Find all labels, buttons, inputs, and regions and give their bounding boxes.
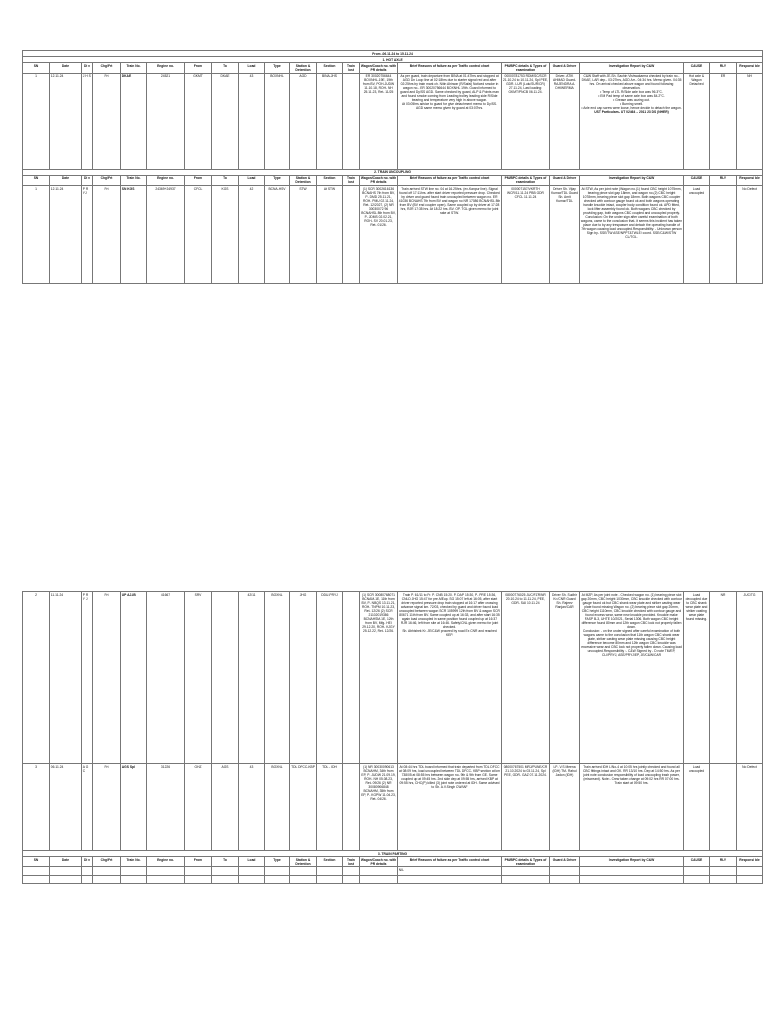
header-type: Type [265, 857, 290, 867]
header-date: Date [50, 857, 82, 867]
header-investigation: Investigation Report by C&W [580, 63, 684, 73]
header-resp: Responsi ble [737, 175, 763, 185]
cell-wagon: (1) NR 30030090613 BCNAHM, 34th from EP, P- JUDW 21.09.19, ROH- NH 05.08.23, Ret- 09/26 (2) NR 30080906848 BCNAHM, 35th from EP, P- KGPW 11.04.23, Ret- 04/26. [360, 764, 398, 851]
header-chg: Chg/Frt [93, 857, 121, 867]
header-section: Section [317, 175, 343, 185]
cell-pm: 00000781753 RDM/SC/SCR 21.10.24 to 10.11.24, Spl PEE, GDR- LUR (Lulu/SUR/CR) 27.11.24, Last loading: GKMT/PNCB 06.11.24. [502, 73, 550, 169]
table-header-row [23, 175, 763, 185]
cell-to: AGS [212, 764, 239, 851]
section-hot-axle: 1. HOT AXLE [23, 57, 763, 63]
header-section: Section [317, 857, 343, 867]
header-chg: Chg/Frt [93, 175, 121, 185]
cell-pm: 08000767501 MRJ/PUNE/CR 21.10.2024 to 03.11.24, Spl PEE, GDR- GAZ 07.11.2024. [502, 764, 550, 851]
cell-cause: Load decoupled due to CBC shank wear plate and striker casting wear plate found missing. [684, 592, 710, 764]
cell-engine: 24521 [147, 73, 185, 169]
cell-rly: ER [710, 73, 737, 169]
header-cause: CAUSE [684, 63, 710, 73]
header-div: Di v [82, 857, 93, 867]
header-cause: CAUSE [684, 857, 710, 867]
cell-station: STW [290, 186, 317, 284]
header-guard: Guard & Driver [550, 63, 580, 73]
cell-to [212, 592, 239, 764]
header-train-lost: Train lost [343, 63, 360, 73]
cell-resp: JUC/TG [737, 592, 763, 764]
header-load: Load [239, 175, 265, 185]
header-reason: Brief Reasons of failure as per Traffic control chart [398, 175, 502, 185]
header-type: Type [265, 175, 290, 185]
cell-reason: As per guard, train departure from BINA at 01:47hrs and stopped at AGD Dn Loop line at 02:18hrs due to starter signal red and after 02:25hrs by train mark ch. Nitin Ahirwar (R/Safai) Noticed smoke in wagon no.- ER 30020756644 BOXNHL 19th. Guard informed to guard and Dy/SS AGD. Same checked by guard, ALP & Points man and found smoke coming from Leading trolley leading side R/Side bearing and temperature very high in above wagon. At 03:05hrs advice to guard for give detachment memo to Dy/SS. AGD same memo given by guard at 03:07hrs. [398, 73, 502, 169]
header-from: From [185, 63, 212, 73]
section-train-uncoupling: 2. TRAIN UNCOUPLING [23, 169, 763, 175]
report-period: From -06.11.24 to 15.11.24 [23, 51, 763, 57]
cell-div: J H S [82, 73, 93, 169]
header-from: From [185, 857, 212, 867]
cell-cause: Load uncoupled [684, 186, 710, 284]
header-load: Load [239, 857, 265, 867]
cell-guard: Driver Sh. Vijay Kumar/TDL Guard Sh. Amit Kumar/TDL [550, 186, 580, 284]
header-type: Type [265, 63, 290, 73]
cell-type: BCNA-HSV [265, 186, 290, 284]
cell-train: DKAE [121, 73, 147, 169]
header-engine: Engine no. [147, 63, 185, 73]
cell-reason: Train P. 61/11 to Fr. P. CNB 15:20. P. DAP 15:30, P- PRE 15:36, CNLD JHG 15:47 for pre-MEup. SG 15:07 left at 16:05, after start driver reported pressure drop train stopped at 16:17 after crossing advance signal km. 72/03, checked by guard and driver found load uncoupled between wagon SCR 105999 12th from BV & wagon SCR 80671 11th from BV. Same coupled up at 16:33, and after start 16:35 again load uncoupled in same position found coupled up at 16:37 RJR 16:46, left from site at 16:46. Safety/CNL given memo for joint checked. Sh. Abhishek Kr. JE/C&W proceed by road Ex CNR and reached KEP. [398, 592, 502, 764]
cell-cause: Load uncoupled [684, 764, 710, 851]
cell-engine: 24369+24937 [147, 186, 185, 284]
cell-guard: Driver Sh. Sudhir Kr./CNR Guard Sh. Rajeev Ranjan/CAR [550, 592, 580, 764]
cell-div: A G C [82, 764, 93, 851]
header-date: Date [50, 63, 82, 73]
header-wagon: Wagon/Coach no. with PR details [360, 857, 397, 866]
header-wagon: Wagon/Coach no. with PR details [360, 64, 397, 73]
cell-investigation [580, 73, 684, 169]
cell-investigation: At STW, As per joint note (Wagon no.(1) found CBC height 1075mm, bearing piece slot gap 18mm, and wagon no.(2) CBC height 1078mm, bearing piece slot gap 18mm. Both wagons CBC coupler checked with contour gauge found ok and both wagons operating handle knuckle intact, coupler body condition found ok. APD fitted, lock lifter assembly found ok. Both wagons CBC checked by providing gap, both wagons CBC coupled and uncoupled properly. Conclusion: On the under sign after careful examination of both wagons, came to the conclusion that- it seems this incident has taken place due to by any trespasser and detach the operating handle of 7th wagon causing load uncoupled.Responsibility: - Unknown person Sign by- SSE/TW ASE/NPPT&TWLE/ coord. SSE/C&W/STW CL/TGL. [580, 186, 684, 284]
header-pm: PM/BPC details & Types of examination [502, 175, 550, 185]
cell-train: AGS Spl [121, 764, 147, 851]
cell-date: 12.11.24 [50, 186, 82, 284]
cell-load: 42/11 [239, 592, 265, 764]
header-station: Station & Detention [290, 63, 317, 73]
table-header-row [23, 857, 763, 867]
cell-engine: 41667 [147, 592, 185, 764]
cell-guard: Driver- ATIK AHMAD Guard- RAJENDRA A. DHIWERMA [550, 73, 580, 169]
cell-investigation: At MZP, As per joint note - Checked wagon no. (1) bearing piece slot gap 20mm, CBC height 1030mm, CBC knuckle checked with contour gauge found ok but CBC shank wear plate and striker casting wear plate found missing Wagon no. (2) bearing piece slot gap 20mm, CBC height 1110mm, CBC knuckle checked with contour gauge and found excess wear, same new knuckle provided. Knuckle make FASP B-3, UHTE 10/2021, Serial 1306. Both wagon CBC height difference found 80mm and 12th wagon CBC lock not properly fallen down. Conclusion: - on the under signed after careful examination of both wagons came to the conclusion that 11th wagon CBC shank wear plate, striker casting wear plate missing causing CBC height difference become 80mm and 12th wagon CBC knuckle was excessive wear and CBC lock not properly fallen down. Causing load uncoupled.Responsibility :- C&W Signed by - D note TM/EP, CLI/PRYJ, ASE/PRYJ/EP, JE/C&W/CAR [580, 592, 684, 764]
header-reason: Brief Reasons of failure as per Traffic control chart [398, 63, 502, 73]
header-train-lost: Train lost [343, 857, 360, 867]
cell-nil: NIL [398, 867, 502, 875]
header-to: To [212, 175, 239, 185]
cell-resp: No Defect [737, 186, 763, 284]
cell-reason: At 08:44 hrs TDL board informed that train departed from TDL DFCC at 08:09 hrs, load uncoupled between TDL DFCC- KBP section at km 738/05 at 08:55 hrs between wagon no- 9th & 9th from GE. Same coupled up at 09:45 hrs. 2nd side dep at 09:55 hrs, arrived KBP at 09:55 hrs, CHC(P) killed (3) joint note ordered at IDH. Same advised to Sh. A.V.Singh CW/IAF [398, 764, 502, 851]
cell-date: 12.11.24 [50, 73, 82, 169]
cell-load: 43 [239, 764, 265, 851]
header-rly: RLY [710, 175, 737, 185]
cell-resp: No Defect [737, 764, 763, 851]
header-station: Station & Detention [290, 175, 317, 185]
header-resp: Responsi ble [737, 857, 763, 867]
cell-date: 11.11.24 [50, 592, 82, 764]
header-engine: Engine no. [147, 857, 185, 867]
cell-rly [710, 186, 737, 284]
cell-from: GHZ [185, 764, 212, 851]
cell-load: 43 [239, 73, 265, 169]
header-date: Date [50, 175, 82, 185]
table-row [23, 875, 763, 883]
cell-section: TDL - IDH [317, 764, 343, 851]
report-table-bottom [22, 591, 763, 884]
header-sn: SN [23, 175, 50, 185]
cell-type: BOXNL [265, 764, 290, 851]
cell-sn: 1 [23, 73, 50, 169]
table-row [23, 592, 763, 764]
cell-station: TDL DFCC-KBP [290, 764, 317, 851]
header-guard: Guard & Driver [550, 857, 580, 867]
header-train-lost: Train lost [343, 175, 360, 185]
header-train: Train No. [121, 63, 147, 73]
table-row [23, 186, 763, 284]
cell-div: P R Y J [82, 592, 93, 764]
header-load: Load [239, 63, 265, 73]
cell-sn: 2 [23, 592, 50, 764]
header-from: From [185, 175, 212, 185]
header-section: Section [317, 63, 343, 73]
header-div: Di v [82, 175, 93, 185]
cell-section: BINA-JHS [317, 73, 343, 169]
header-investigation: Investigation Report by C&W [580, 857, 684, 867]
header-resp: Responsi ble [737, 63, 763, 73]
cell-type: BOXNHL [265, 73, 290, 169]
header-guard: Guard & Driver [550, 175, 580, 185]
investigation-text: C&W Staff with JE-Sh. Sachin Vishwakarma checked by train no.- DKAE, LAR dep.- 03:27hrs, AGD Arr.- 04:34 hrs. Memo given- 04:35 hrs. On arrival checked above wagon and found following observation. • Temp of LTL R/Side axle box was 96.3°C. • EM Pad temp of same axle box was 84.2°C. • Grease was oozing out. • Burning smell. • Axle end cap screw were loose, hence decide to detach the wagon. [581, 74, 682, 111]
header-train: Train No. [121, 857, 147, 867]
cell-cause: Hot axle & Wagon Detached [684, 73, 710, 169]
table-row [23, 867, 763, 875]
cell-from: SRV [185, 592, 212, 764]
header-investigation: Investigation Report by C&W [580, 175, 684, 185]
cell-train-lost [343, 186, 360, 284]
cell-section: DDU-PRYJ [317, 592, 343, 764]
cell-engine: 31226 [147, 764, 185, 851]
cell-chg: Frt [93, 73, 121, 169]
cell-chg: Frt [93, 186, 121, 284]
cell-section: At STW [317, 186, 343, 284]
cell-pm: 000007157/VKRTH WCR/11.11.24 PBB GDR CFCL 11.11.24 [502, 186, 550, 284]
cell-chg: Frt [93, 592, 121, 764]
cell-to: KGS [212, 186, 239, 284]
section-train-parting: 3. TRAIN PARTING [23, 851, 763, 857]
cell-from: CFCL [185, 186, 212, 284]
header-train: Train No. [121, 175, 147, 185]
cell-sn: 1 [23, 186, 50, 284]
report-table-top [22, 50, 763, 284]
cell-wagon: (1) SCR 30080768071 BCNAM-1E, 11th from BV, P- NBQS 13.11.21, ROH- TNPM 10.11.23, Ret- 12/26 (2) SCR 21102019386 BCNAHSM-1E, 12th from BV, Mfg- HEI 29.12.20, ROH- KJGY 25.12.22, Ret- 12/26. [360, 592, 398, 764]
header-reason: Brief Reasons of failure as per Traffic control chart [398, 857, 502, 867]
cell-wagon: (1) SCR 3002616136 BCNAHS 7th from BV, P- DMD 25.11.21, ROH- PMU 02.11.24, Ret- 12/2027, (2) NR 30030072 96 BCNAHSL 8th from BV, P- JDMS 02.02.21, ROH- SV 20.01.23, Ret- 01/26. [360, 186, 398, 284]
cell-station: AGD [290, 73, 317, 169]
table-header-row [23, 63, 763, 73]
cell-load: 42 [239, 186, 265, 284]
header-pm: PM/BPC details & Types of examination [502, 63, 550, 73]
cell-investigation: Train arrived IDH L/No-4 at 10:05 hrs jointly checked and found all CBC fittings intact and OK. RR 13/10 hrs. Dep at 14:50 hrs. As per joint note conclusion responsibility of load uncoupling trash power, (miscreant). Note:- Crew taken change at 09:02 hrs RR 07:00 hrs. Train start at 09:50 hrs. [580, 764, 684, 851]
header-engine: Engine no. [147, 175, 185, 185]
cell-guard: LP- V.S Meena (IDH) TM- Rahul Jadon (IDH) [550, 764, 580, 851]
cell-train: SN KGS [121, 186, 147, 284]
cell-date: 06.11.24 [50, 764, 82, 851]
table-row [23, 764, 763, 851]
investigation-note: UST Particulars- UT 02464 – 2011 23 DS (NHER) [594, 110, 669, 115]
header-div: Di v [82, 63, 93, 73]
header-wagon: Wagon/Coach no. with PR details [360, 176, 397, 185]
cell-train-lost [343, 592, 360, 764]
header-rly: RLY [710, 857, 737, 867]
cell-train-lost [343, 73, 360, 169]
header-rly: RLY [710, 63, 737, 73]
cell-to: DKAE [212, 73, 239, 169]
cell-pm: 08000776025 JUC/FZR/NR 20.10.24 to 11.11.24, PEE, GDR- SAI 10.11.24 [502, 592, 550, 764]
cell-reason: Train arrived STW line no. 04 at 16.25hrs. (ex-Kanpur line). Signal found off 17:11hrs. after start driver reported pressure drop. Checked by driver and guard found train uncoupled between wagon no. ER 41036 BCNAHS 7th from BV and wagon no NR 17086 BCNAHSL 8th from BV (BV end coupler open). Same coupled up by driver at 17:28 hrs, RJR 17:35 hrs. At 18:22 hrs. BV. OP. TGL given memo for joint rake at STW. [398, 186, 502, 284]
cell-train: UP AJ-IB [121, 592, 147, 764]
header-to: To [212, 63, 239, 73]
cell-sn: 3 [23, 764, 50, 851]
cell-from: GKMT [185, 73, 212, 169]
cell-rly [710, 764, 737, 851]
header-sn: SN [23, 857, 50, 867]
cell-station: JHG [290, 592, 317, 764]
cell-resp: NH [737, 73, 763, 169]
cell-type: BOXNL [265, 592, 290, 764]
header-chg: Chg/Frt [93, 63, 121, 73]
cell-train-lost [343, 764, 360, 851]
header-pm: PM/BPC details & Types of examination [502, 857, 550, 867]
header-cause: CAUSE [684, 175, 710, 185]
cell-div: P R YJ [82, 186, 93, 284]
table-row [23, 73, 763, 169]
header-sn: SN [23, 63, 50, 73]
header-to: To [212, 857, 239, 867]
cell-wagon: ER 30020756644 BOXNHL-19E, 19th from BV, POH-JUDW 11.10.18, ROH- NH 25.11.23, Ret- 11/25 [360, 73, 398, 169]
header-station: Station & Detention [290, 857, 317, 867]
cell-chg: Frt [93, 764, 121, 851]
cell-rly: NR [710, 592, 737, 764]
